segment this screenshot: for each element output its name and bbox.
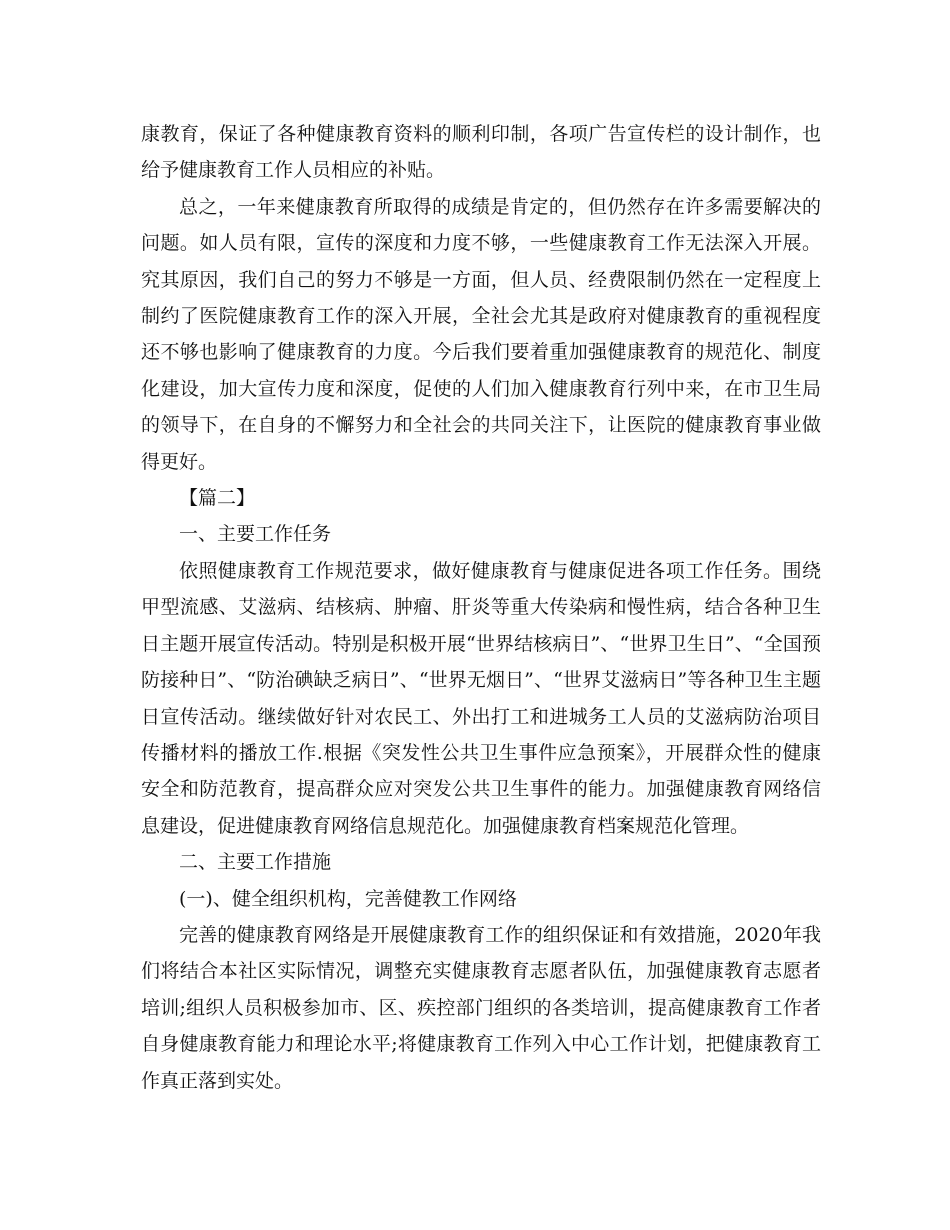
document-page (141, 116, 821, 1099)
paragraph-summary: 总之，一年来健康教育所取得的成绩是肯定的，但仍然存在许多需要解决的问题。如人员有限，宣传的深度和力度不够，一些健康教育工作无法深入开展。究其原因，我们自己的努力不够是一方面，但人员、经费限制仍然在一定程度上制约了医院健康教育工作的深入开展，全社会尤其是政府对健康教育的重视程度还不够也影响了健康教育的力度。今后我们要着重加强健康教育的规范化、制度化建设，加大宣传力度和深度，促使的人们加入健康教育行列中来，在市卫生局的领导下，在自身的不懈努力和全社会的共同关注下，让医院的健康教育事业做得更好。 (141, 195, 821, 473)
paragraph-continuation: 康教育，保证了各种健康教育资料的顺利印制，各项广告宣传栏的设计制作，也给予健康教育工作人员相应的补贴。 (141, 123, 821, 182)
subheading-main-tasks: 一、主要工作任务 (179, 523, 332, 546)
subheading-organization: (一)、健全组织机构，完善健教工作网络 (179, 887, 517, 910)
section-heading-part-two: 【篇二】 (179, 487, 256, 510)
paragraph-organization: 完善的健康教育网络是开展健康教育工作的组织保证和有效措施，2020年我们将结合本社区实际情况，调整充实健康教育志愿者队伍，加强健康教育志愿者培训;组织人员积极参加市、区、疾控部门组织的各类培训，提高健康教育工作者自身健康教育能力和理论水平;将健康教育工作列入中心工作计划，把健康教育工作真正落到实处。 (141, 923, 821, 1092)
paragraph-main-tasks: 依照健康教育工作规范要求，做好健康教育与健康促进各项工作任务。围绕甲型流感、艾滋病、结核病、肿瘤、肝炎等重大传染病和慢性病，结合各种卫生日主题开展宣传活动。特别是积极开展“世界结核病日”、“世界卫生日”、“全国预防接种日”、“防治碘缺乏病日”、“世界无烟日”、“世界艾滋病日”等各种卫生主题日宣传活动。继续做好针对农民工、外出打工和进城务工人员的艾滋病防治项目传播材料的播放工作.根据《突发性公共卫生事件应急预案》，开展群众性的健康安全和防范教育，提高群众应对突发公共卫生事件的能力。加强健康教育网络信息建设，促进健康教育网络信息规范化。加强健康教育档案规范化管理。 (141, 559, 821, 837)
subheading-main-measures: 二、主要工作措施 (179, 851, 332, 874)
